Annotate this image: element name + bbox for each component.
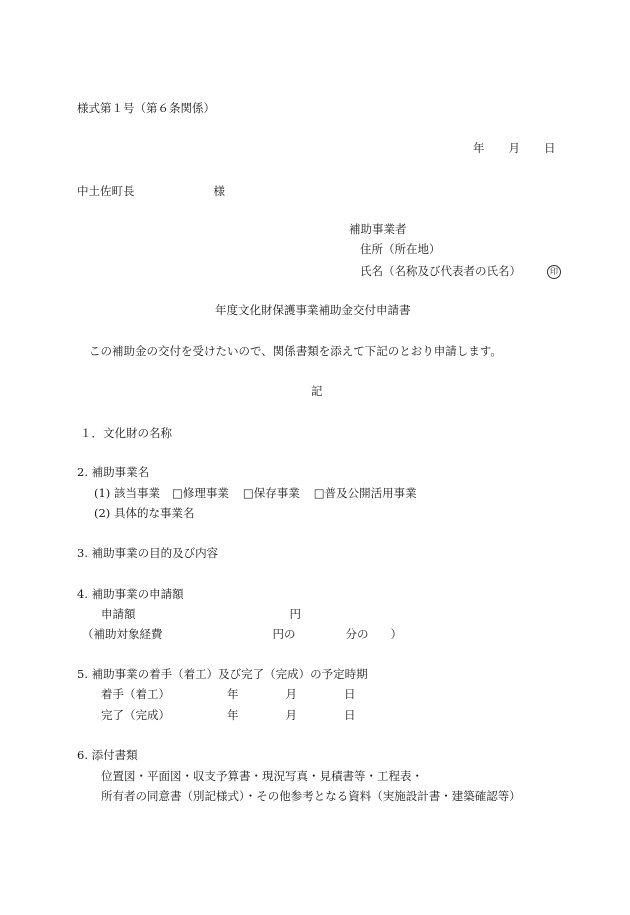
attachments-line-2: 所有者の同意書（別記様式）・その他参考となる資料（実施設計書・建築確認等）: [101, 789, 521, 803]
applicant-name: 氏名（名称及び代表者の氏名）: [360, 264, 521, 278]
addressee-name: 中土佐町長: [77, 184, 135, 198]
date-month: 月: [508, 141, 520, 155]
end-label: 完了（完成）: [101, 708, 170, 722]
applicant-heading: 補助事業者: [349, 222, 407, 236]
addressee: [77, 186, 225, 198]
eligible-cost-yen-no: 円の: [272, 627, 296, 641]
intro-text: この補助金の交付を受けたいので、関係書類を添えて下記のとおり申請します。: [89, 344, 502, 358]
option-public-use: □普及公開活用事業: [313, 486, 417, 500]
date-day: 日: [544, 141, 556, 155]
end-month: 月: [285, 708, 297, 722]
end-year: 年: [227, 708, 239, 722]
section-6-heading: 6. 添付書類: [77, 748, 138, 762]
eligible-cost-bun-no: 分の: [345, 627, 369, 641]
eligible-cost-close: ）: [390, 627, 402, 641]
eligible-cost-open: （補助対象経費: [82, 627, 163, 641]
start-date-line: [101, 689, 356, 701]
section-4-heading: 4. 補助事業の申請額: [77, 587, 184, 601]
amount-line: [101, 609, 301, 621]
end-day: 日: [344, 708, 356, 722]
applicant-address: 住所（所在地）: [360, 242, 441, 256]
item-1-label: (1) 該当事業: [94, 486, 160, 500]
section-1-heading: １．文化財の名称: [80, 426, 172, 440]
project-type-line: [94, 488, 417, 500]
amount-yen: 円: [289, 607, 301, 621]
amount-label: 申請額: [101, 607, 136, 621]
date-line: [473, 143, 556, 155]
start-label: 着手（着工）: [101, 687, 170, 701]
item-2-label: (2) 具体的な事業名: [94, 506, 195, 520]
start-day: 日: [344, 687, 356, 701]
form-number: 様式第１号（第６条関係）: [77, 101, 215, 115]
section-3-heading: 3. 補助事業の目的及び内容: [77, 546, 219, 560]
ki-heading: 記: [311, 384, 323, 398]
section-2-heading: 2. 補助事業名: [77, 465, 150, 479]
addressee-honorific: 様: [213, 184, 225, 198]
document-title: 年度文化財保護事業補助金交付申請書: [215, 303, 411, 317]
applicant-name-line: [360, 265, 561, 279]
date-year: 年: [473, 141, 485, 155]
eligible-cost-line: [82, 629, 402, 641]
option-preservation: □保存事業: [242, 486, 300, 500]
attachments-line-1: 位置図・平面図・収支予算書・現況写真・見積書等・工程表・: [101, 769, 423, 783]
seal-icon: 印: [547, 265, 561, 279]
start-year: 年: [227, 687, 239, 701]
start-month: 月: [285, 687, 297, 701]
section-5-heading: 5. 補助事業の着手（着工）及び完了（完成）の予定時期: [77, 667, 368, 681]
option-repair: □修理事業: [171, 486, 229, 500]
end-date-line: [101, 710, 356, 722]
